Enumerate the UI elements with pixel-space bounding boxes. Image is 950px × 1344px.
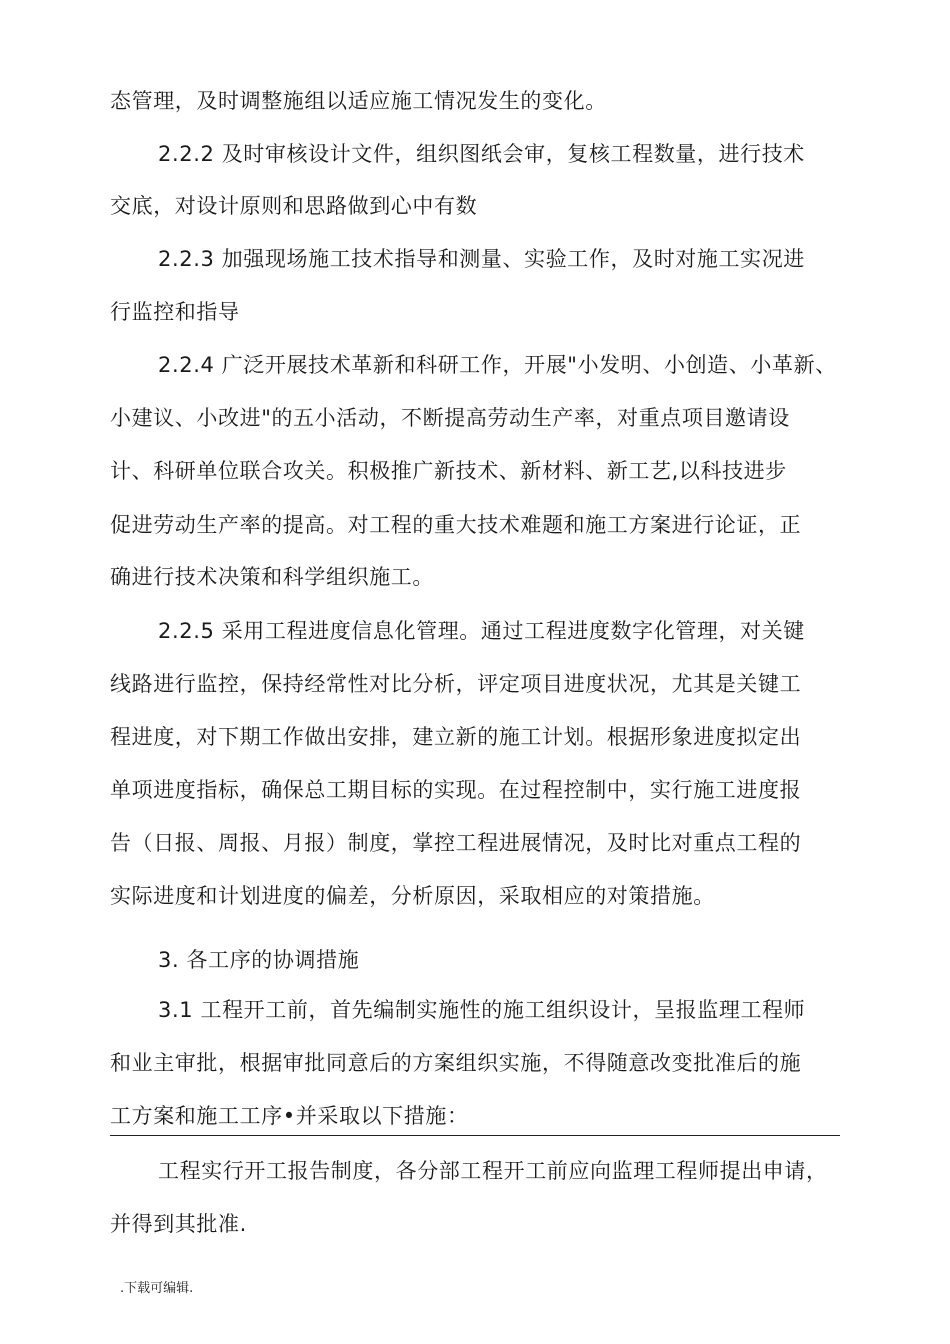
- section-2-2-2-text: 2.2.2 及时审核设计文件，组织图纸会审，复核工程数量，进行技术: [158, 142, 805, 166]
- text-line: 工程实行开工报告制度，各分部工程开工前应向监理工程师提出申请，: [158, 1159, 828, 1183]
- page-footer: .下载可编辑.: [120, 1281, 194, 1296]
- text-line: 交底，对设计原则和思路做到心中有数: [110, 194, 478, 218]
- text-line: 小建议、小改进"的五小活动，不断提高劳动生产率，对重点项目邀请设: [110, 406, 790, 430]
- text-line: 告（日报、周报、月报）制度，掌控工程进展情况，及时比对重点工程的: [110, 831, 802, 855]
- section-2-2-3-text: 2.2.3 加强现场施工技术指导和测量、实验工作，及时对施工实况进: [158, 247, 805, 271]
- section-3-1-text: 3.1 工程开工前，首先编制实施性的施工组织设计，呈报监理工程师: [158, 998, 806, 1022]
- section-2-2-5-text: 2.2.5 采用工程进度信息化管理。通过工程进度数字化管理，对关键: [158, 619, 805, 643]
- text-line: 态管理，及时调整施组以适应施工情况发生的变化。: [110, 89, 607, 113]
- section-2-2-4-text: 2.2.4 广泛开展技术革新和科研工作，开展"小发明、小创造、小革新、: [158, 353, 837, 377]
- text-line: 并得到其批准.: [110, 1212, 247, 1236]
- text-line: 确进行技术决策和科学组织施工。: [110, 565, 434, 589]
- text-line: 和业主审批，根据审批同意后的方案组织实施，不得随意改变批准后的施: [110, 1051, 802, 1075]
- horizontal-rule: [110, 1135, 840, 1136]
- text-line: 工方案和施工工序•并采取以下措施：: [110, 1104, 469, 1128]
- text-line: 计、科研单位联合攻关。积极推广新技术、新材料、新工艺,以科技进步: [110, 459, 787, 483]
- text-line: 促进劳动生产率的提高。对工程的重大技术难题和施工方案进行论证，正: [110, 513, 802, 537]
- text-line: 实际进度和计划进度的偏差，分析原因，采取相应的对策措施。: [110, 884, 715, 908]
- text-line: 线路进行监控，保持经常性对比分析，评定项目进度状况，尤其是关键工: [110, 672, 802, 696]
- text-line: 程进度，对下期工作做出安排，建立新的施工计划。根据形象进度拟定出: [110, 725, 802, 749]
- text-line: 行监控和指导: [110, 300, 240, 324]
- section-3-heading: 3. 各工序的协调措施: [158, 948, 360, 972]
- text-line: 单项进度指标，确保总工期目标的实现。在过程控制中，实行施工进度报: [110, 778, 802, 802]
